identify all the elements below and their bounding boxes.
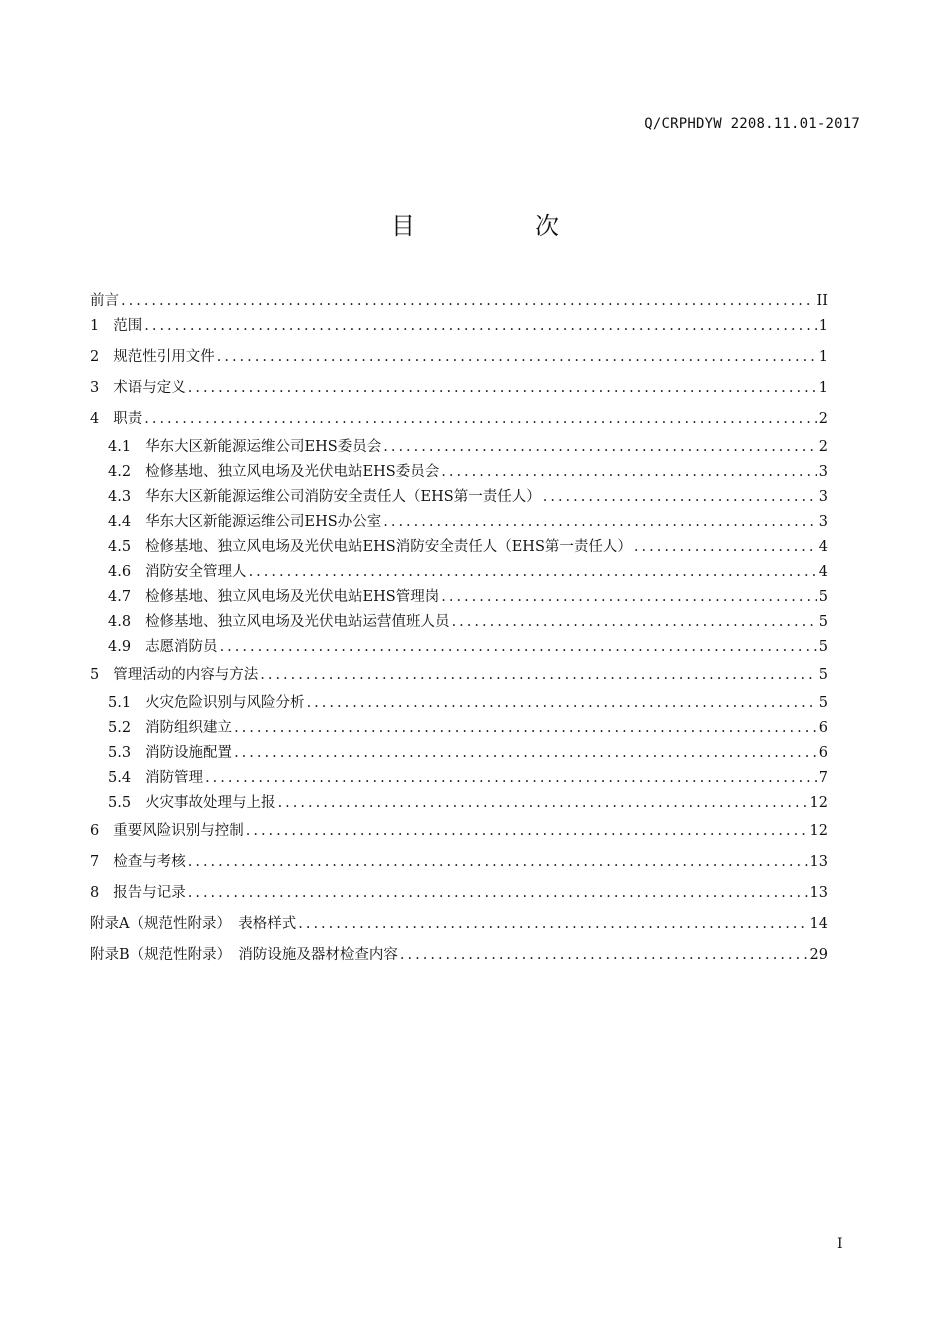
toc-entry[interactable]: [90, 435, 828, 460]
toc-entry-label: 华东大区新能源运维公司EHS办公室: [145, 514, 382, 530]
toc-entry-label: 华东大区新能源运维公司消防安全责任人（EHS第一责任人）: [145, 489, 541, 505]
page-number: I: [837, 1236, 843, 1252]
toc-entry-page: 1: [818, 318, 828, 334]
toc-leader-dots: [441, 585, 817, 610]
toc-entry[interactable]: [90, 311, 828, 342]
toc-entry-page: 1: [818, 349, 828, 365]
toc-entry-label: 消防组织建立: [145, 720, 233, 736]
toc-leader-dots: [383, 435, 817, 460]
toc-entry-page: 3: [818, 489, 828, 505]
toc-entry[interactable]: [90, 847, 828, 878]
toc-leader-dots: [278, 791, 808, 816]
toc-entry-page: 13: [809, 885, 828, 901]
toc-entry-label: 检修基地、独立风电场及光伏电站运营值班人员: [145, 614, 450, 630]
toc-entry-number: 5.1: [108, 695, 132, 711]
toc-entry-page: 5: [818, 639, 828, 655]
toc-entry-number: 4.3: [108, 489, 132, 505]
table-of-contents: [90, 286, 828, 971]
toc-entry-label: 附录A（规范性附录） 表格样式: [90, 916, 297, 932]
toc-entry-label: 术语与定义: [113, 380, 186, 396]
toc-entry-number: 1: [90, 318, 100, 334]
toc-entry-number: 2: [90, 349, 100, 365]
toc-entry-label: 志愿消防员: [145, 639, 218, 655]
toc-entry-label: 规范性引用文件: [113, 349, 215, 365]
toc-leader-dots: [452, 610, 817, 635]
toc-entry-label: 重要风险识别与控制: [113, 823, 244, 839]
toc-entry[interactable]: [90, 909, 828, 940]
toc-entry-page: 13: [809, 854, 828, 870]
toc-entry-label: 消防设施配置: [145, 745, 233, 761]
toc-entry-label: 消防安全管理人: [145, 564, 247, 580]
toc-entry[interactable]: [90, 791, 828, 816]
toc-entry-number: 4.9: [108, 639, 132, 655]
toc-entry-page: 6: [818, 720, 828, 736]
toc-entry-page: 5: [818, 667, 828, 683]
toc-entry-label: 检修基地、独立风电场及光伏电站EHS委员会: [145, 464, 440, 480]
toc-leader-dots: [249, 560, 817, 585]
toc-entry-page: 3: [818, 514, 828, 530]
toc-entry[interactable]: [90, 660, 828, 691]
toc-entry-number: 3: [90, 380, 100, 396]
toc-leader-dots: [234, 741, 817, 766]
toc-entry-number: 5.5: [108, 795, 132, 811]
toc-leader-dots: [260, 660, 817, 691]
toc-entry-page: 4: [818, 539, 828, 555]
toc-entry-number: 4: [90, 411, 100, 427]
toc-entry[interactable]: [90, 342, 828, 373]
toc-entry-label: 消防管理: [145, 770, 204, 786]
toc-entry-number: 4.4: [108, 514, 132, 530]
toc-entry-label: 附录B（规范性附录） 消防设施及器材检查内容: [90, 947, 398, 963]
toc-entry-label: 检修基地、独立风电场及光伏电站EHS消防安全责任人（EHS第一责任人）: [145, 539, 632, 555]
toc-leader-dots: [144, 404, 817, 435]
toc-entry-number: 5.3: [108, 745, 132, 761]
toc-leader-dots: [144, 311, 817, 342]
toc-entry-number: 8: [90, 885, 100, 901]
toc-entry-page: 1: [818, 380, 828, 396]
toc-entry-page: 29: [809, 947, 828, 963]
toc-leader-dots: [234, 716, 817, 741]
toc-entry-page: 12: [809, 795, 828, 811]
toc-entry-number: 6: [90, 823, 100, 839]
toc-entry-page: 4: [818, 564, 828, 580]
toc-entry-page: 5: [818, 589, 828, 605]
toc-entry-page: 7: [818, 770, 828, 786]
toc-entry-page: 12: [809, 823, 828, 839]
toc-entry[interactable]: [90, 940, 828, 971]
toc-leader-dots: [188, 847, 808, 878]
page-title: 目 次: [391, 212, 607, 240]
toc-entry[interactable]: [90, 816, 828, 847]
toc-entry-page: II: [816, 293, 828, 309]
toc-entry[interactable]: [90, 716, 828, 741]
toc-entry-number: 7: [90, 854, 100, 870]
toc-entry[interactable]: [90, 691, 828, 716]
toc-entry-page: 5: [818, 695, 828, 711]
toc-entry[interactable]: [90, 766, 828, 791]
toc-entry-label: 管理活动的内容与方法: [113, 667, 259, 683]
toc-entry[interactable]: [90, 610, 828, 635]
toc-entry[interactable]: [90, 635, 828, 660]
toc-entry[interactable]: [90, 485, 828, 510]
toc-leader-dots: [307, 691, 817, 716]
toc-entry-label: 报告与记录: [113, 885, 186, 901]
toc-entry-label: 火灾事故处理与上报: [145, 795, 276, 811]
toc-entry[interactable]: [90, 585, 828, 610]
toc-entry[interactable]: [90, 560, 828, 585]
toc-leader-dots: [188, 373, 817, 404]
toc-entry-number: 4.8: [108, 614, 132, 630]
toc-entry[interactable]: [90, 460, 828, 485]
toc-entry-page: 3: [818, 464, 828, 480]
toc-entry-number: 4.6: [108, 564, 132, 580]
toc-entry-number: 5.2: [108, 720, 132, 736]
toc-leader-dots: [220, 635, 817, 660]
toc-entry-number: 4.5: [108, 539, 132, 555]
toc-entry-page: 2: [818, 439, 828, 455]
toc-leader-dots: [217, 342, 817, 373]
toc-entry-label: 火灾危险识别与风险分析: [145, 695, 305, 711]
toc-leader-dots: [441, 460, 817, 485]
toc-entry-number: 4.7: [108, 589, 132, 605]
toc-entry[interactable]: [90, 404, 828, 435]
toc-entry-label: 检修基地、独立风电场及光伏电站EHS管理岗: [145, 589, 440, 605]
toc-leader-dots: [400, 940, 808, 971]
toc-entry-page: 2: [818, 411, 828, 427]
toc-entry-page: 5: [818, 614, 828, 630]
document-code: Q/CRPHDYW 2208.11.01-2017: [644, 116, 860, 132]
toc-entry-label: 职责: [113, 411, 143, 427]
toc-entry[interactable]: [90, 878, 828, 909]
toc-entry[interactable]: [90, 373, 828, 404]
toc-entry[interactable]: [90, 535, 828, 560]
toc-entry-page: 6: [818, 745, 828, 761]
toc-entry-number: 5: [90, 667, 100, 683]
toc-entry[interactable]: [90, 741, 828, 766]
toc-entry-number: 4.2: [108, 464, 132, 480]
toc-leader-dots: [634, 535, 817, 560]
toc-entry[interactable]: [90, 286, 828, 311]
toc-leader-dots: [188, 878, 808, 909]
toc-entry-number: 5.4: [108, 770, 132, 786]
toc-leader-dots: [298, 909, 807, 940]
toc-entry-label: 华东大区新能源运维公司EHS委员会: [145, 439, 382, 455]
toc-entry-label: 检查与考核: [113, 854, 186, 870]
toc-entry-label: 范围: [113, 318, 143, 334]
toc-leader-dots: [205, 766, 817, 791]
toc-entry-page: 14: [809, 916, 828, 932]
toc-entry[interactable]: [90, 510, 828, 535]
toc-entry-number: 4.1: [108, 439, 132, 455]
toc-leader-dots: [543, 485, 817, 510]
toc-entry-label: 前言: [90, 293, 119, 309]
toc-leader-dots: [383, 510, 817, 535]
toc-leader-dots: [246, 816, 808, 847]
